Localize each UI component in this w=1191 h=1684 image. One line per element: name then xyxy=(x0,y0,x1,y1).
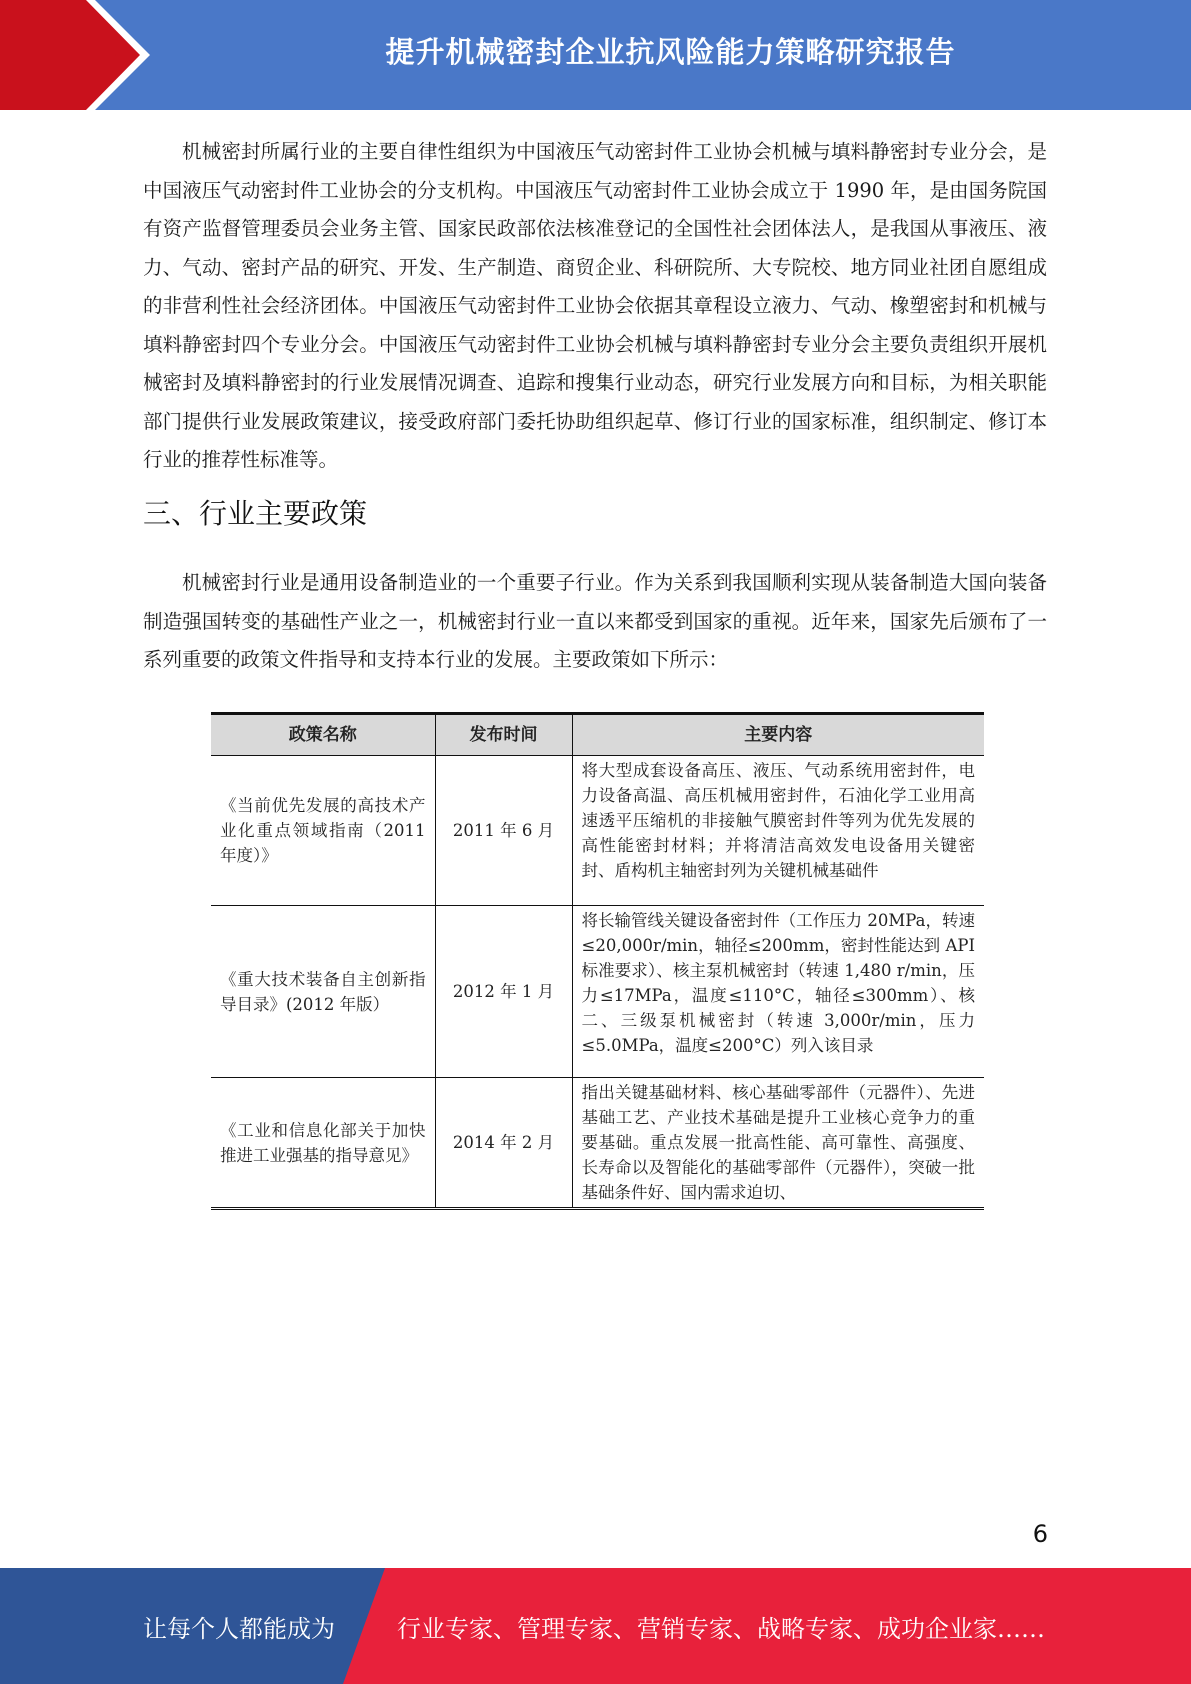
red-arrow-decoration xyxy=(0,0,160,110)
header-banner xyxy=(0,0,1191,110)
table-row xyxy=(211,756,984,906)
body-paragraph-2: 机械密封行业是通用设备制造业的一个重要子行业。作为关系到我国顺利实现从装备制造大国向装备制造强国转变的基础性产业之一，机械密封行业一直以来都受到国家的重视。近年来，国家先后颁布了一系列重要的政策文件指导和支持本行业的发展。主要政策如下所示： xyxy=(143,571,1047,671)
footer-slogan-right: 行业专家、管理专家、营销专家、战略专家、成功企业家…… xyxy=(397,1614,1045,1643)
page-number: 6 xyxy=(1032,1520,1048,1548)
footer-slogan-left: 让每个人都能成为 xyxy=(143,1614,335,1643)
header-release-date: 发布时间 xyxy=(435,714,572,756)
main-content-cell: 将长输管线关键设备密封件（工作压力 20MPa，转速≤20,000r/min，轴径≤200mm，密封性能达到 API 标准要求）、核主泵机械密封（转速 1,480 r/min，压力≤17MPa，温度≤110°C，轴径≤300mm）、核二、三级泵机械密封（转速 3,000r/min，压力≤5.0MPa，温度≤200°C）列入该目录 xyxy=(572,906,984,1078)
table-row xyxy=(211,1078,984,1209)
footer-banner xyxy=(0,1568,1191,1684)
main-content-cell: 将大型成套设备高压、液压、气动系统用密封件，电力设备高温、高压机械用密封件，石油化学工业用高速透平压缩机的非接触气膜密封件等列为优先发展的高性能密封材料；并将清洁高效发电设备用关键密封、盾构机主轴密封列为关键机械基础件 xyxy=(572,756,984,906)
report-title: 提升机械密封企业抗风险能力策略研究报告 xyxy=(385,34,956,69)
policy-name-cell: 《工业和信息化部关于加快推进工业强基的指导意见》 xyxy=(211,1078,435,1209)
header-main-content: 主要内容 xyxy=(572,714,984,756)
policy-name-cell: 《当前优先发展的高技术产业化重点领域指南（2011 年度）》 xyxy=(211,756,435,906)
policy-name-cell: 《重大技术装备自主创新指导目录》(2012 年版） xyxy=(211,906,435,1078)
header-policy-name: 政策名称 xyxy=(211,714,435,756)
release-date-cell: 2011 年 6 月 xyxy=(435,756,572,906)
table-row xyxy=(211,906,984,1078)
policy-table xyxy=(211,712,984,1210)
release-date-cell: 2012 年 1 月 xyxy=(435,906,572,1078)
table-header-row xyxy=(211,714,984,756)
body-paragraph-1: 机械密封所属行业的主要自律性组织为中国液压气动密封件工业协会机械与填料静密封专业分会，是中国液压气动密封件工业协会的分支机构。中国液压气动密封件工业协会成立于 1990 年，是由国务院国有资产监督管理委员会业务主管、国家民政部依法核准登记的全国性社会团体法人，是我国从事液压、液力、气动、密封产品的研究、开发、生产制造、商贸企业、科研院所、大专院校、地方同业社团自愿组成的非营利性社会经济团体。中国液压气动密封件工业协会依据其章程设立液力、气动、橡塑密封和机械与填料静密封四个专业分会。中国液压气动密封件工业协会机械与填料静密封专业分会主要负责组织开展机械密封及填料静密封的行业发展情况调查、追踪和搜集行业动态，研究行业发展方向和目标，为相关职能部门提供行业发展政策建议，接受政府部门委托协助组织起草、修订行业的国家标准，组织制定、修订本行业的推荐性标准等。 xyxy=(143,140,1047,471)
main-content-cell: 指出关键基础材料、核心基础零部件（元器件）、先进基础工艺、产业技术基础是提升工业核心竞争力的重要基础。重点发展一批高性能、高可靠性、高强度、长寿命以及智能化的基础零部件（元器件），突破一批基础条件好、国内需求迫切、 xyxy=(581,1083,975,1202)
section-heading: 三、行业主要政策 xyxy=(143,497,368,530)
release-date-cell: 2014 年 2 月 xyxy=(435,1078,572,1209)
